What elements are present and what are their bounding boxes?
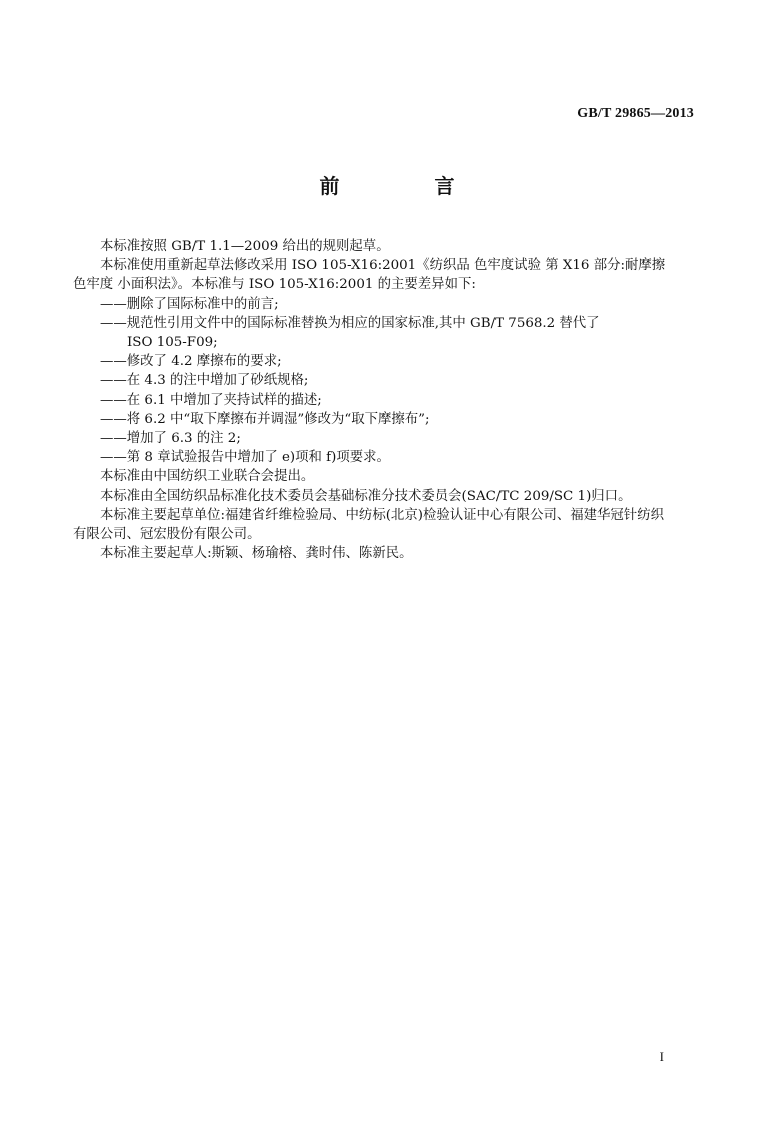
paragraph-adoption-line1: 本标准使用重新起草法修改采用 ISO 105-X16:2001《纺织品 色牢度试验 第 X16 部分:耐摩擦 xyxy=(100,258,666,274)
paragraph-adoption-line2: 色牢度 小面积法》。本标准与 ISO 105-X16:2001 的主要差异如下: xyxy=(73,277,476,293)
paragraph-drafting-units-line2: 有限公司、冠宏股份有限公司。 xyxy=(73,527,261,543)
page-title: 前 言 xyxy=(319,174,499,198)
difference-item: ——增加了 6.3 的注 2; xyxy=(100,431,241,447)
difference-item: ——修改了 4.2 摩擦布的要求; xyxy=(100,354,282,370)
page-number: I xyxy=(659,1049,664,1064)
standard-code: GB/T 29865—2013 xyxy=(577,106,694,121)
difference-item: ——在 4.3 的注中增加了砂纸规格; xyxy=(100,373,309,389)
foreword-body xyxy=(73,237,705,563)
paragraph-drafting-units xyxy=(73,506,705,544)
difference-item-line2: ISO 105-F09; xyxy=(127,335,218,351)
difference-item: ——在 6.1 中增加了夹持试样的描述; xyxy=(100,392,322,408)
difference-item: ——删除了国际标准中的前言; xyxy=(100,296,279,312)
paragraph-centralized-by: 本标准由全国纺织品标准化技术委员会基础标准分技术委员会(SAC/TC 209/SC 1)归口。 xyxy=(100,488,632,504)
paragraph-drafting-units-line1: 本标准主要起草单位:福建省纤维检验局、中纺标(北京)检验认证中心有限公司、福建华冠针纺织 xyxy=(100,507,664,523)
difference-item xyxy=(73,314,705,352)
difference-item: ——第 8 章试验报告中增加了 e)项和 f)项要求。 xyxy=(100,450,390,466)
paragraph-adoption xyxy=(73,256,705,294)
difference-item: ——将 6.2 中“取下摩擦布并调湿”修改为“取下摩擦布”; xyxy=(100,411,430,427)
paragraph-drafters: 本标准主要起草人:斯颖、杨瑜榕、龚时伟、陈新民。 xyxy=(100,546,413,562)
difference-item-line1: ——规范性引用文件中的国际标准替换为相应的国家标准,其中 GB/T 7568.2 替代了 xyxy=(100,315,600,331)
paragraph-proposed-by: 本标准由中国纺织工业联合会提出。 xyxy=(100,469,315,485)
paragraph-drafting-rules: 本标准按照 GB/T 1.1—2009 给出的规则起草。 xyxy=(100,239,390,254)
